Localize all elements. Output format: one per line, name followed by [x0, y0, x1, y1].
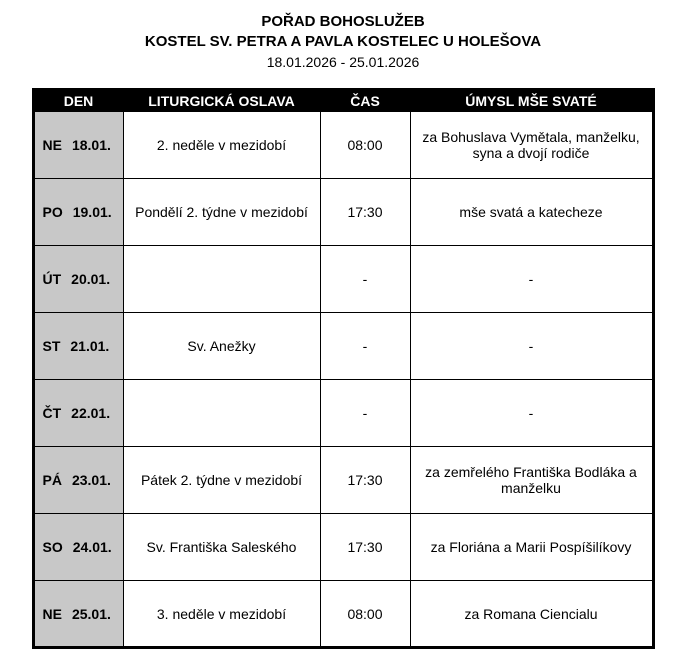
- day-cell: [33, 112, 123, 179]
- intention-cell: -: [410, 380, 653, 447]
- day-abbrev: NE: [42, 137, 62, 153]
- date-range: 18.01.2026 - 25.01.2026: [266, 54, 420, 70]
- day-cell: [33, 246, 123, 313]
- intention-cell: za Floriána a Marii Pospíšilíkovy: [410, 514, 653, 581]
- day-cell: [33, 447, 123, 514]
- intention-cell: za Romana Ciencialu: [410, 581, 653, 648]
- intention-cell: za zemřelého Františka Bodláka a manželku: [410, 447, 653, 514]
- table-header: [33, 90, 653, 112]
- intention-cell: -: [410, 246, 653, 313]
- time-cell: -: [320, 246, 410, 313]
- header-row: [33, 90, 653, 112]
- day-abbrev: ST: [42, 338, 61, 354]
- day-date: 18.01.: [71, 137, 111, 153]
- day-abbrev: ČT: [42, 405, 62, 421]
- table-row: [33, 581, 653, 648]
- celebration-cell: 3. neděle v mezidobí: [123, 581, 320, 648]
- title-block: [0, 12, 686, 72]
- celebration-cell: Sv. Anežky: [123, 313, 320, 380]
- table-body: [33, 112, 653, 648]
- day-date: 23.01.: [71, 472, 111, 488]
- time-cell: 17:30: [320, 179, 410, 246]
- day-abbrev: SO: [42, 539, 63, 555]
- day-date: 25.01.: [71, 605, 111, 622]
- schedule-table: [32, 88, 655, 649]
- header-umysl: ÚMYSL MŠE SVATÉ: [410, 90, 653, 112]
- day-date: 20.01.: [71, 271, 111, 287]
- celebration-cell: [123, 246, 320, 313]
- day-cell: [33, 179, 123, 246]
- day-abbrev: ÚT: [42, 271, 62, 287]
- table-row: [33, 380, 653, 447]
- celebration-cell: Sv. Františka Saleského: [123, 514, 320, 581]
- time-cell: 17:30: [320, 447, 410, 514]
- day-cell: [33, 514, 123, 581]
- day-abbrev: PO: [42, 204, 63, 220]
- table-row: [33, 246, 653, 313]
- header-den: DEN: [33, 90, 123, 112]
- header-liturgicka-oslava: LITURGICKÁ OSLAVA: [123, 90, 320, 112]
- table-row: [33, 179, 653, 246]
- day-cell: [33, 380, 123, 447]
- table-row: [33, 112, 653, 179]
- day-abbrev: NE: [42, 605, 62, 622]
- day-date: 19.01.: [72, 204, 112, 220]
- table-row: [33, 514, 653, 581]
- time-cell: 17:30: [320, 514, 410, 581]
- document-title: POŘAD BOHOSLUŽEB: [261, 13, 425, 30]
- church-name: KOSTEL SV. PETRA A PAVLA KOSTELEC U HOLEŠOVA: [144, 33, 542, 50]
- day-date: 22.01.: [71, 405, 111, 421]
- celebration-cell: [123, 380, 320, 447]
- time-cell: -: [320, 313, 410, 380]
- intention-cell: mše svatá a katecheze: [410, 179, 653, 246]
- day-date: 24.01.: [72, 539, 112, 555]
- day-abbrev: PÁ: [42, 472, 62, 488]
- time-cell: -: [320, 380, 410, 447]
- celebration-cell: 2. neděle v mezidobí: [123, 112, 320, 179]
- day-cell: [33, 313, 123, 380]
- time-cell: 08:00: [320, 112, 410, 179]
- day-date: 21.01.: [70, 338, 110, 354]
- celebration-cell: Pátek 2. týdne v mezidobí: [123, 447, 320, 514]
- header-cas: ČAS: [320, 90, 410, 112]
- intention-cell: -: [410, 313, 653, 380]
- celebration-cell: Pondělí 2. týdne v mezidobí: [123, 179, 320, 246]
- table-row: [33, 313, 653, 380]
- table-row: [33, 447, 653, 514]
- day-cell: [33, 581, 123, 648]
- time-cell: 08:00: [320, 581, 410, 648]
- intention-cell: za Bohuslava Vymětala, manželku, syna a dvojí rodiče: [410, 112, 653, 179]
